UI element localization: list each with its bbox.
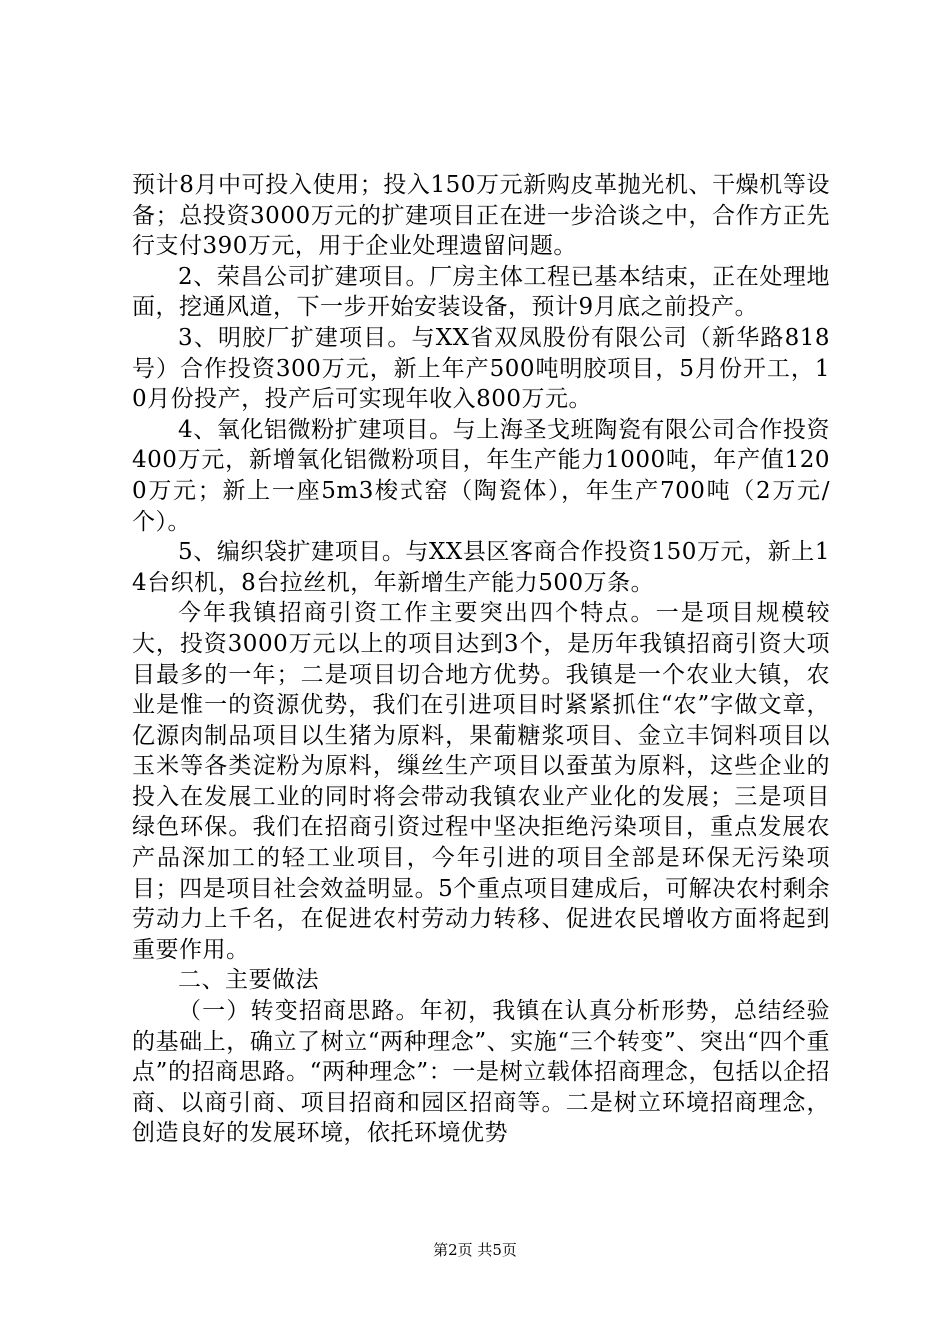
paragraph-item-2: 2、荣昌公司扩建项目。厂房主体工程已基本结束，正在处理地面，挖通风道，下一步开始安装设备，预计9月底之前投产。 (132, 263, 830, 321)
paragraph-item-5: 5、编织袋扩建项目。与XX县区客商合作投资150万元，新上14台织机，8台拉丝机，年新增生产能力500万条。 (132, 539, 830, 596)
paragraph-item-3: 3、明胶厂扩建项目。与XX省双凤股份有限公司（新华路818号）合作投资300万元，新上年产500吨明胶项目，5月份开工，10月份投产，投产后可实现年收入800万元。 (132, 324, 830, 413)
paragraph-approach-1: （一）转变招商思路。年初，我镇在认真分析形势，总结经验的基础上，确立了树立“两种理念”、实施“三个转变”、突出“四个重点”的招商思路。“两种理念”：一是树立载体招商理念，包括以企招商、以商引商、项目招商和园区招商等。二是树立环境招商理念，创造良好的发展环境，依托环境优势 (132, 998, 830, 1147)
section-heading: 二、主要做法 (178, 967, 319, 994)
document-body (132, 170, 830, 1149)
paragraph-continuation: 预计8月中可投入使用；投入150万元新购皮革抛光机、干燥机等设备；总投资3000万元的扩建项目正在进一步洽谈之中，合作方正先行支付390万元，用于企业处理遗留问题。 (132, 172, 830, 260)
paragraph-features: 今年我镇招商引资工作主要突出四个特点。一是项目规模较大，投资3000万元以上的项目达到3个，是历年我镇招商引资大项目最多的一年；二是项目切合地方优势。我镇是一个农业大镇，农业是惟一的资源优势，我们在引进项目时紧紧抓住“农”字做文章，亿源肉制品项目以生猪为原料，果葡糖浆项目、金立丰饲料项目以玉米等各类淀粉为原料，缫丝生产项目以蚕茧为原料，这些企业的投入在发展工业的同时将会带动我镇农业产业化的发展；三是项目绿色环保。我们在招商引资过程中坚决拒绝污染项目，重点发展农产品深加工的轻工业项目，今年引进的项目全部是环保无污染项目；四是项目社会效益明显。5个重点项目建成后，可解决农村剩余劳动力上千名，在促进农村劳动力转移、促进农民增收方面将起到重要作用。 (132, 600, 830, 963)
page-number: 第2页 共5页 (433, 1241, 517, 1259)
paragraph-item-4: 4、氧化铝微粉扩建项目。与上海圣戈班陶瓷有限公司合作投资400万元，新增氧化铝微粉项目，年生产能力1000吨，年产值1200万元；新上一座5m3梭式窑（陶瓷体），年生产700吨（2万元/个）。 (132, 416, 830, 535)
